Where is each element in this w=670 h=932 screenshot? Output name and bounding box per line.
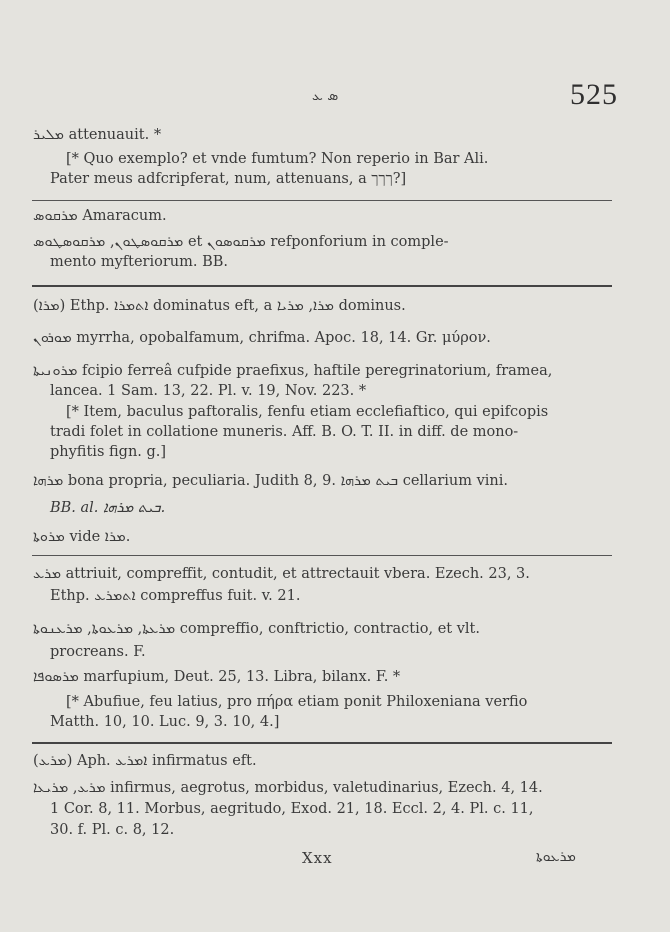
catchword: ܡܪܥܘܬܐ bbox=[536, 849, 576, 865]
entry-continuation: mento myfteriorum. BB. bbox=[50, 254, 229, 270]
entry-attenuauit: ܡܠܝܪ attenuauit. * bbox=[33, 127, 162, 143]
entry-continuation: procreans. F. bbox=[50, 644, 146, 660]
entry-vide: ܡܪܘܬܐ vide ܡܪܐ. bbox=[33, 529, 131, 545]
entry-continuation: 30. f. Pl. c. 8, 12. bbox=[50, 822, 175, 838]
note-line: [* Abufiue, feu latius, pro πήρα etiam ponit Philoxeniana verfio bbox=[66, 694, 528, 710]
running-head: ܣ ܥ bbox=[312, 88, 339, 104]
section-rule bbox=[32, 742, 612, 744]
section-rule bbox=[32, 555, 612, 556]
note-line: [* Item, baculus paftoralis, fenfu etiam ecclefiaftico, qui epifcopis bbox=[66, 404, 549, 420]
entry-continuation: BB. al. ܒܝܬ ܡܪܗܐ. bbox=[50, 500, 166, 516]
entry-infirmatus: (ܡܪܥ) Aph. ܐܡܪܥ infirmatus eft. bbox=[33, 753, 257, 769]
entry-dominatus: (ܡܪܐ) Ethp. ܐܬܡܪܐ dominatus eft, a ܡܪܐ, ܡܪܝܐ dominus. bbox=[33, 298, 406, 314]
entry-infirmus: ܡܪܥ, ܡܪܝܥܐ infirmus, aegrotus, morbidus, valetudinarius, Ezech. 4, 14. bbox=[33, 780, 543, 796]
entry-marsupium: ܡܪܣܘܦܐ marfupium, Deut. 25, 13. Libra, bilanx. F. * bbox=[33, 669, 401, 685]
entry-compressio: ܡܪܥܬܐ, ܡܪܥܘܬܐ, ܡܪܥܢܘܬܐ compreffio, conftrictio, contractio, et vlt. bbox=[33, 621, 480, 637]
entry-continuation: lancea. 1 Sam. 13, 22. Pl. v. 19, Nov. 223. * bbox=[50, 383, 367, 399]
entry-attriuit: ܡܪܥ attriuit, compreffit, contudit, et attrectauit vbera. Ezech. 23, 3. bbox=[33, 566, 530, 582]
note-line: tradi folet in collatione muneris. Aff. B. O. T. II. in diff. de mono- bbox=[50, 424, 519, 440]
note-line: Pater meus adfcripferat, num, attenuans, a ‏‏ךךך?] bbox=[50, 171, 407, 187]
section-rule bbox=[32, 200, 612, 201]
signature-mark: Xxx bbox=[302, 849, 333, 867]
entry-responsorium: ܡܪܩܘܣܛܘܢ, ܡܪܩܘܣܛܘܣ et ܡܪܩܘܣܘܢ refponforium in comple- bbox=[33, 234, 449, 250]
entry-amaracum: ܡܪܩܘܣ Amaracum. bbox=[33, 208, 167, 224]
note-line: [* Quo exemplo? et vnde fumtum? Non reperio in Bar Ali. bbox=[66, 151, 489, 167]
entry-continuation: 1 Cor. 8, 11. Morbus, aegritudo, Exod. 21, 18. Eccl. 2, 4. Pl. c. 11, bbox=[50, 801, 534, 817]
entry-framea: ܡܪܘܢܝܬܐ fcipio ferreâ cufpide praefixus, haftile peregrinatorium, framea, bbox=[33, 363, 553, 379]
note-line: phyfitis fign. g.] bbox=[50, 444, 167, 460]
entry-myrrha: ܡܘܪܘܢ myrrha, opobalfamum, chrifma. Apoc. 18, 14. Gr. μύρον. bbox=[33, 330, 491, 346]
note-line: Matth. 10, 10. Luc. 9, 3. 10, 4.] bbox=[50, 714, 280, 730]
entry-continuation: Ethp. ܐܬܡܪܥ compreffus fuit. v. 21. bbox=[50, 588, 301, 604]
entry-bona-propria: ܡܪܗܐ bona propria, peculiaria. Judith 8, 9. ܒܝܬ ܡܪܗܐ cellarium vini. bbox=[33, 473, 509, 489]
section-rule bbox=[32, 285, 612, 287]
page-number: 525 bbox=[570, 78, 618, 111]
